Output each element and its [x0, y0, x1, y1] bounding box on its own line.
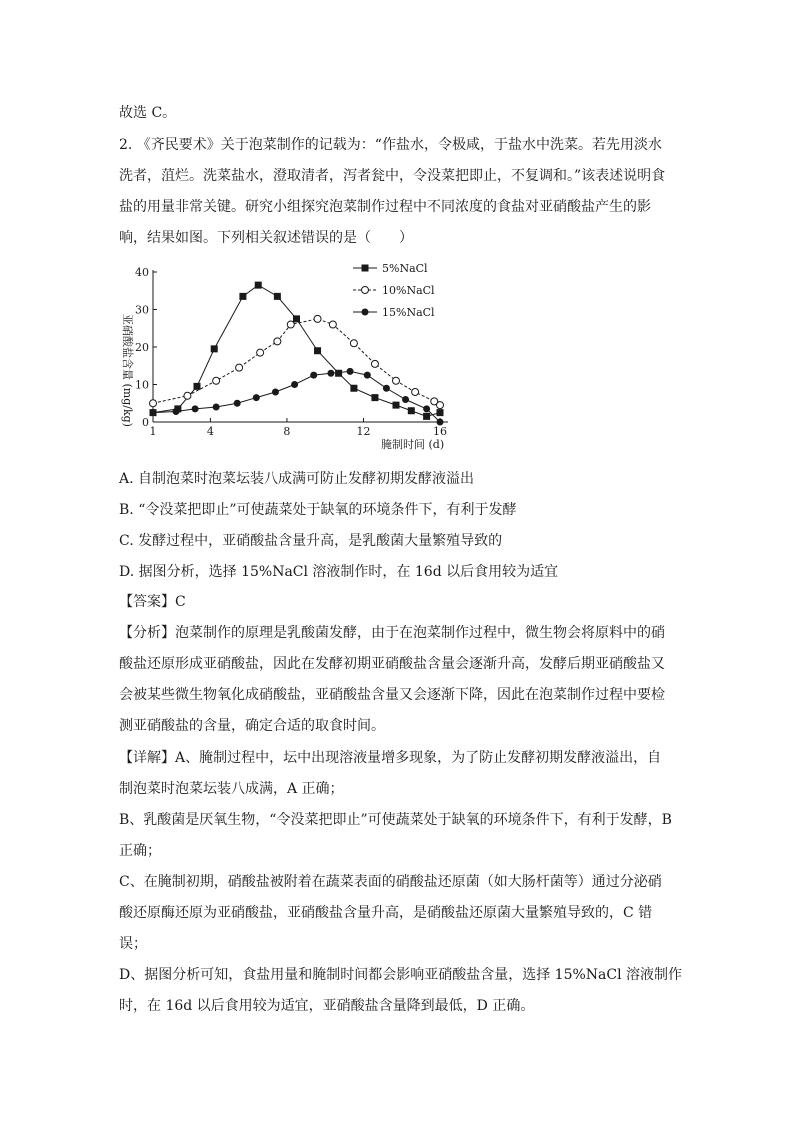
legend-marker [362, 265, 369, 272]
text-line: 故选 C。 [119, 105, 177, 121]
data-point [213, 377, 220, 384]
data-point [257, 349, 264, 356]
question-line: 2. 《齐民要术》关于泡菜制作的记载为：“作盐水，令极咸，于盐水中洗菜。若先用淡水 [119, 137, 662, 153]
data-point [213, 404, 220, 411]
data-point [347, 368, 354, 375]
detail-line [119, 748, 661, 768]
data-point [287, 321, 294, 328]
x-tick-label: 1 [149, 425, 157, 438]
data-point [293, 315, 300, 322]
legend-label: 10%NaCl [382, 284, 435, 297]
data-point [350, 340, 357, 347]
analysis-tag: 【分析】 [119, 625, 175, 641]
data-point [192, 405, 199, 412]
detail-line: 正确； [119, 843, 161, 859]
data-point [437, 419, 444, 426]
analysis-line [119, 623, 665, 643]
series-line-2 [153, 319, 440, 405]
detail-line: D、据图分析可知，食盐用量和腌制时间都会影响亚硝酸盐含量，选择 15%NaCl 溶液制作 [119, 967, 683, 983]
data-point [184, 392, 191, 399]
data-point [371, 360, 378, 367]
data-point [314, 315, 321, 322]
answer-value: C [175, 594, 186, 610]
y-tick-label: 20 [135, 341, 149, 354]
detail-line: B、乳酸菌是厌氧生物，“令没菜把即止”可使蔬菜处于缺氧的环境条件下，有利于发酵，B [119, 812, 672, 828]
data-point [350, 385, 357, 392]
analysis-line: 会被某些微生物氧化成硝酸盐，亚硝酸盐含量又会逐渐下降，因此在泡菜制作过程中要检 [119, 687, 665, 703]
answer-tag: 【答案】 [119, 594, 175, 610]
detail-line: C、在腌制初期，硝酸盐被附着在蔬菜表面的硝酸盐还原菌（如大肠杆菌等）通过分泌硝 [119, 874, 662, 890]
option-c: C. 发酵过程中，亚硝酸盐含量升高，是乳酸菌大量繁殖导致的 [119, 533, 503, 549]
data-point [402, 396, 409, 403]
data-point [172, 408, 179, 415]
question-line: 响，结果如图。下列相关叙述错误的是（ ） [119, 230, 413, 246]
data-point [383, 385, 390, 392]
analysis-text: 泡菜制作的原理是乳酸菌发酵，由于在泡菜制作过程中，微生物会将原料中的硝 [175, 625, 665, 641]
data-point [412, 389, 419, 396]
data-point [236, 364, 243, 371]
data-point [423, 413, 430, 420]
data-point [364, 372, 371, 379]
detail-line: 酸还原酶还原为亚硝酸盐，亚硝酸盐含量升高，是硝酸盐还原菌大量繁殖导致的，C 错 [119, 905, 653, 921]
data-point [211, 345, 218, 352]
data-point [371, 394, 378, 401]
data-point [335, 370, 342, 377]
data-point [310, 372, 317, 379]
legend-marker [362, 287, 369, 294]
data-point [327, 370, 334, 377]
data-point [437, 409, 444, 416]
legend-label: 15%NaCl [382, 306, 435, 319]
data-point [274, 293, 281, 300]
detail-line: 误； [119, 936, 147, 952]
data-point [272, 389, 279, 396]
nitrite-chart [115, 262, 455, 457]
x-tick-label: 4 [206, 425, 214, 438]
option-d: D. 据图分析，选择 15%NaCl 溶液制作时，在 16d 以后食用较为适宜 [119, 564, 559, 580]
chart-legend [353, 262, 435, 319]
data-point [150, 400, 157, 407]
data-point [291, 381, 298, 388]
y-axis-label: 亚硝酸盐含量 (mg/kg) [121, 314, 134, 427]
legend-marker [362, 309, 369, 316]
series-line-1 [153, 285, 440, 416]
data-point [314, 347, 321, 354]
legend-label: 5%NaCl [382, 262, 428, 275]
y-tick-label: 0 [142, 416, 149, 429]
detail-line: 制泡菜时泡菜坛装八成满，A 正确； [119, 781, 344, 797]
data-point [274, 338, 281, 345]
option-a: A. 自制泡菜时泡菜坛装八成满可防止发酵初期发酵液溢出 [119, 471, 475, 487]
data-point [392, 377, 399, 384]
x-tick-label: 16 [433, 425, 447, 438]
question-line: 洗者，菹烂。洗菜盐水，澄取清者，泻者瓮中，令没菜把即止，不复调和。”该表述说明食 [119, 168, 666, 184]
data-point [423, 405, 430, 412]
y-tick-label: 10 [135, 378, 149, 392]
detail-line: 时，在 16d 以后食用较为适宜，亚硝酸盐含量降到最低，D 正确。 [119, 998, 535, 1014]
detail-tag: 【详解】 [119, 750, 175, 766]
question-line: 盐的用量非常关键。研究小组探究泡菜制作过程中不同浓度的食盐对亚硝酸盐产生的影 [119, 199, 651, 215]
x-tick-label: 8 [283, 425, 291, 438]
analysis-line: 酸盐还原形成亚硝酸盐，因此在发酵初期亚硝酸盐含量会逐渐升高，发酵后期亚硝酸盐又 [119, 656, 665, 672]
data-point [150, 409, 157, 416]
data-point [194, 383, 201, 390]
option-b: B. “令没菜把即止”可使蔬菜处于缺氧的环境条件下，有利于发酵 [119, 502, 517, 518]
x-axis-label: 腌制时间 (d) [381, 438, 445, 451]
y-tick-label: 30 [135, 303, 149, 317]
y-tick-label: 40 [135, 266, 149, 279]
data-point [239, 293, 246, 300]
data-point [253, 394, 260, 401]
data-point [408, 407, 415, 414]
data-point [329, 321, 336, 328]
data-point [234, 400, 241, 407]
data-point [255, 282, 262, 289]
answer-line [119, 592, 186, 612]
data-point [437, 402, 444, 409]
analysis-line: 测亚硝酸盐的含量，确定合适的取食时间。 [119, 718, 385, 734]
x-tick-label: 12 [356, 425, 371, 438]
detail-text: A、腌制过程中，坛中出现溶液量增多现象，为了防止发酵初期发酵液溢出，自 [175, 750, 662, 766]
data-point [392, 402, 399, 409]
